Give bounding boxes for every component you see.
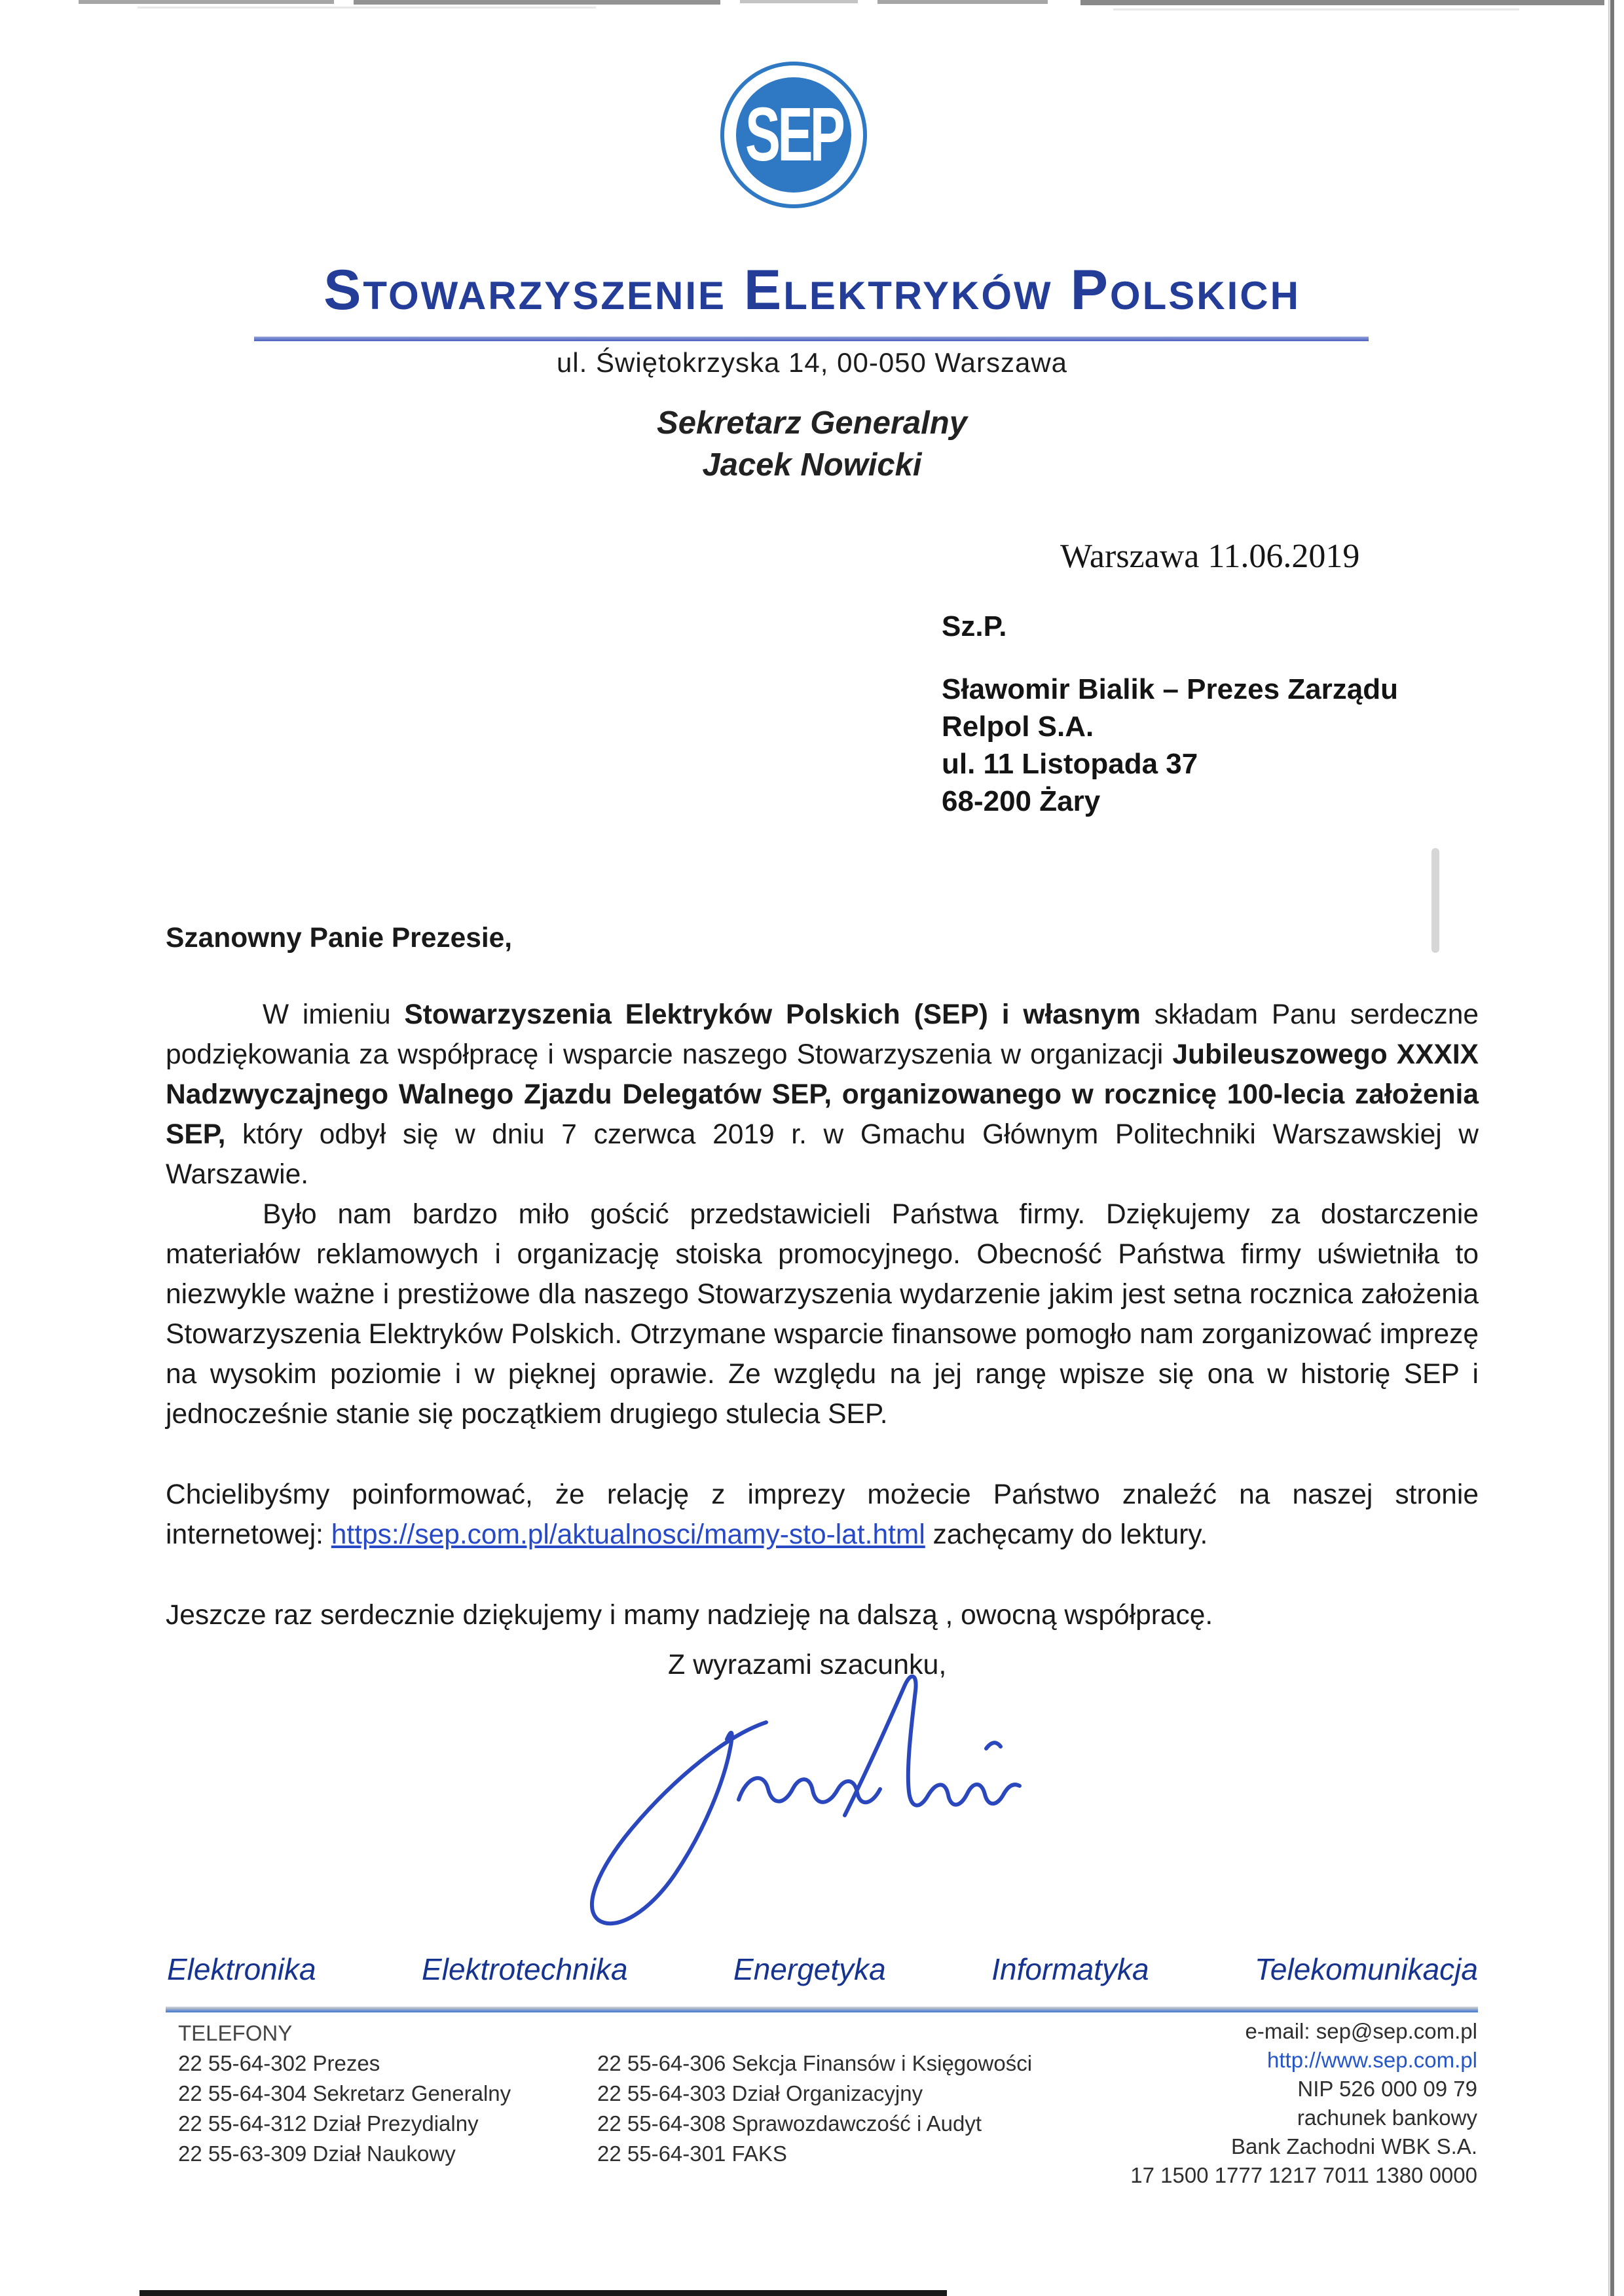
text-run: Było nam bardzo miło gościć przedstawicieli Państwa firmy. Dziękujemy za dostarczenie materiałów reklamowych i organizację stoiska promocyjnego. Obecność Państwa firmy uświetniła to niezwykle ważne i prestiżowe dla naszego Stowarzyszenia wydarzenie jakim jest setna rocznica założenia Stowarzyszenia Elektryków Polskich. Otrzymane wsparcie finansowe pomogło nam zorganizować imprezę na wysokim poziomie i w pięknej oprawie. Ze względu na jej rangę wpisze się ona w historię SEP i jednocześnie stanie się początkiem drugiego stulecia SEP. (166, 1199, 1479, 1430)
letter-body (166, 918, 1479, 1635)
phones-column-left (178, 2018, 511, 2169)
phone-entry: 22 55-64-306 Sekcja Finansów i Księgowości (597, 2051, 1033, 2075)
recipient-line: Sławomir Bialik – Prezes Zarządu (942, 673, 1398, 705)
contact-entry: 17 1500 1777 1217 7011 1380 0000 (1130, 2163, 1477, 2187)
sep-logo (720, 62, 867, 208)
scan-artifact-top (354, 0, 720, 5)
recipient-block (942, 608, 1398, 820)
organization-address: ul. Świętokrzyska 14, 00-050 Warszawa (556, 347, 1068, 378)
phone-entry: 22 55-64-312 Dział Prezydialny (178, 2111, 479, 2136)
scan-artifact-top (1080, 0, 1604, 5)
specialty-item: Elektrotechnika (422, 1952, 628, 1986)
specialty-item: Informatyka (991, 1952, 1149, 1986)
phone-entry: 22 55-64-304 Sekretarz Generalny (178, 2081, 511, 2105)
paragraph-3 (166, 1475, 1479, 1555)
specialty-item: Energetyka (733, 1952, 886, 1986)
paragraph-2 (166, 1194, 1479, 1434)
text-run: Chcielibyśmy poinformować, że relację z imprezy możecie Państwo znaleźć na naszej stronie internetowej: (166, 1479, 1479, 1550)
recipient-line: Relpol S.A. (942, 711, 1094, 743)
recipient-lines (942, 671, 1398, 820)
phones-title: TELEFONY (178, 2021, 293, 2045)
organization-name: Stowarzyszenie Elektryków Polskich (323, 259, 1301, 322)
scan-artifact-top (79, 0, 334, 4)
specialty-list (167, 1952, 1478, 1987)
scan-artifact-bottom (139, 2290, 947, 2296)
text-run: zachęcamy do lektury. (925, 1519, 1208, 1550)
paragraph-4 (166, 1595, 1479, 1635)
scan-artifact-top (740, 0, 858, 3)
scan-artifact-top (1113, 9, 1519, 10)
recipient-salutation: Sz.P. (942, 610, 1007, 642)
signatory-title: Sekretarz Generalny (657, 405, 967, 441)
footer-divider (166, 2007, 1478, 2012)
contact-right-list (917, 2017, 1477, 2190)
specialty-item: Elektronika (167, 1952, 316, 1986)
text-run: składam Panu serdeczne podziękowania za współpracę i wsparcie naszego Stowarzyszenia w organizacji (166, 999, 1479, 1070)
signatory-name: Jacek Nowicki (702, 447, 922, 483)
letter-greeting: Szanowny Panie Prezesie, (166, 923, 513, 954)
phone-entry: 22 55-64-303 Dział Organizacyjny (597, 2081, 923, 2105)
paragraph-1 (166, 995, 1479, 1194)
sep-article-link[interactable]: https://sep.com.pl/aktualnosci/mamy-sto-lat.html (331, 1519, 925, 1550)
text-run: Jeszcze raz serdecznie dziękujemy i mamy nadzieję na dalszą , owocną współpracę. (166, 1600, 1213, 1631)
place-and-date: Warszawa 11.06.2019 (1060, 538, 1360, 575)
scan-artifact-top (138, 7, 596, 9)
phones-left-list (178, 2048, 511, 2169)
scan-artifact-right-edge (1610, 0, 1614, 2296)
phone-entry: 22 55-63-309 Dział Naukowy (178, 2141, 456, 2166)
text-run: który odbył się w dniu 7 czerwca 2019 r. w Gmachu Głównym Politechniki Warszawskiej w Warszawie. (166, 1119, 1479, 1190)
contact-entry: e-mail: sep@sep.com.pl (1245, 2019, 1477, 2043)
contact-entry: NIP 526 000 09 79 (1297, 2077, 1477, 2101)
sep-logo-disc (736, 77, 851, 193)
specialty-item: Telekomunikacja (1255, 1952, 1478, 1986)
text-run: W imieniu (263, 999, 405, 1030)
scan-artifact-top (877, 0, 1048, 4)
phone-entry: 22 55-64-301 FAKS (597, 2141, 787, 2166)
contact-entry: rachunek bankowy (1297, 2105, 1477, 2130)
sep-logo-text: SEP (745, 92, 843, 177)
contact-entry[interactable]: http://www.sep.com.pl (1267, 2048, 1477, 2072)
closing-phrase: Z wyrazami szacunku, (668, 1649, 947, 1680)
phone-entry: 22 55-64-308 Sprawozdawczość i Audyt (597, 2111, 982, 2136)
title-underline (254, 337, 1369, 341)
signatory-block (0, 402, 1624, 486)
signature-handwriting (478, 1650, 1080, 1958)
recipient-line: ul. 11 Listopada 37 (942, 748, 1198, 780)
scan-artifact-right-edge (1608, 0, 1610, 2296)
phone-entry: 22 55-64-302 Prezes (178, 2051, 380, 2075)
bold-text-run: Stowarzyszenia Elektryków Polskich (SEP) i własnym (404, 999, 1141, 1030)
bold-text-run: Jubileuszowego XXXIX Nadzwyczajnego Walnego Zjazdu Delegatów SEP, organizowanego w rocznicę 100-lecia założenia SEP, (166, 1039, 1479, 1150)
recipient-line: 68-200 Żary (942, 785, 1101, 817)
contact-entry: Bank Zachodni WBK S.A. (1230, 2134, 1477, 2158)
contact-column-right (917, 2017, 1477, 2190)
